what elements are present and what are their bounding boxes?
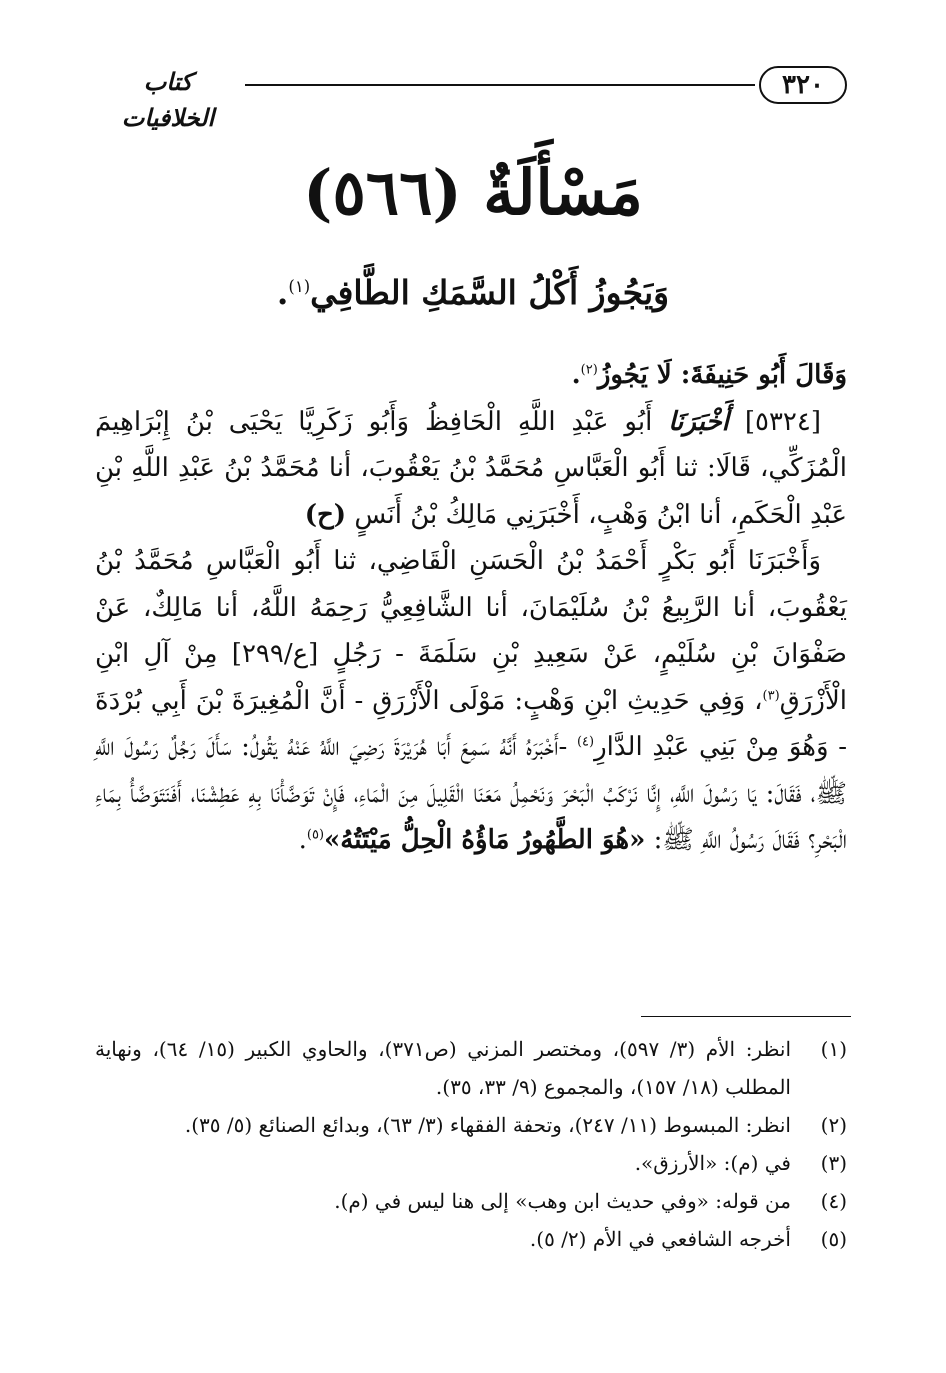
footnote-ref-2: (٢) [580, 362, 598, 378]
footnote-text: أخرجه الشافعي في الأم (٢/ ٥). [529, 1227, 791, 1251]
narration-number: [٥٣٢٤] [744, 406, 822, 437]
issue-statement [0, 268, 946, 318]
footnote-number: (٥) [820, 1227, 847, 1251]
footnote-number: (٣) [820, 1151, 847, 1175]
issue-statement-text: وَيَجُوزُ أَكْلُ السَّمَكِ الطَّافِي [310, 273, 670, 312]
footnote-ref-3: (٣) [762, 687, 780, 703]
footnotes [95, 1030, 847, 1258]
footnote-ref-4: (٤) [576, 734, 595, 750]
narration2-part1: وَأَخْبَرَنَا أَبُو بَكْرٍ أَحْمَدُ بْنُ الْحَسَنِ الْقَاضِي، ثنا أَبُو الْعَبَّاسِ مُحَمَّدُ بْنُ يَعْقُوبَ، أنا الرَّبِيعُ بْنُ سُلَيْمَانَ، أنا الشَّافِعِيُّ رَحِمَهُ اللَّهُ، أنا مَالِكٌ، عَنْ صَفْوَانَ بْنِ سُلَيْمٍ، عَنْ سَعِيدِ بْنِ سَلَمَةَ - رَجُلٍ [ع/٢٩٩] مِنْ آلِ ابْنِ الْأَزْرَقِ [95, 546, 847, 716]
footnote-text: انظر: المبسوط (١١/ ٢٤٧)، وتحفة الفقهاء (٣/ ٦٣)، وبدائع الصنائع (٥/ ٣٥). [184, 1113, 791, 1137]
narration2-part3: -أَخْبَرَهُ أَنَّهُ سَمِعَ أَبَا هُرَيْرَةَ رَضِيَ اللَّهُ عَنْهُ يَقُولُ: سَأَلَ رَجُلٌ رَسُولَ اللَّهِ ﷺ، فَقَالَ: يَا رَسُولَ اللَّهِ، إِنَّا نَرْكَبُ الْبَحْرَ وَنَحْمِلُ مَعَنَا الْقَلِيلَ مِنَ الْمَاءِ، فَإِنْ تَوَضَّأْنَا بِهِ عَطِشْنَا، أَفَنَتَوَضَّأُ بِمَاءِ الْبَحْرِ؟ فَقَالَ رَسُولُ اللَّهِ ﷺ: [95, 732, 847, 855]
footnote-1 [95, 1030, 847, 1106]
narration-5324 [95, 399, 847, 539]
tahwil-mark: (ح) [304, 499, 347, 530]
header-rule [245, 84, 755, 86]
footnote-5 [95, 1220, 847, 1258]
footnote-ref-1: (١) [288, 277, 311, 296]
running-book-title: كتاب الخلافيات [121, 67, 215, 132]
narration2-end: . [298, 825, 307, 855]
narration-second-chain [95, 538, 847, 864]
footnote-separator [641, 1016, 851, 1017]
page-number: ٣٢٠ [759, 66, 847, 104]
footnote-ref-5: (٥) [306, 827, 325, 843]
narration-lead-word: أَخْبَرَنَا [668, 406, 729, 437]
main-text [95, 352, 847, 864]
footnote-number: (١) [820, 1037, 847, 1061]
footnote-3 [95, 1144, 847, 1182]
narration2-part2: ، وَفِي حَدِيثِ ابْنِ وَهْبٍ: مَوْلَى الْأَزْرَقِ - أَنَّ الْمُغِيرَةَ بْنَ أَبِي بُرْدَةَ - وَهُوَ مِنْ بَنِي عَبْدِ الدَّارِ [95, 685, 847, 762]
issue-statement-end: . [276, 273, 289, 312]
opinion-end: . [571, 360, 581, 390]
hadith-text: «هُوَ الطَّهُورُ مَاؤُهُ الْحِلُّ مَيْتَتُهُ» [324, 825, 646, 855]
issue-title: مَسْأَلَةٌ (٥٦٦) [303, 156, 643, 229]
footnote-text: من قوله: «وفي حديث ابن وهب» إلى هنا ليس في (م). [334, 1189, 791, 1213]
opinion-line [95, 352, 847, 399]
footnote-number: (٢) [820, 1113, 847, 1137]
page-header [95, 60, 847, 132]
opinion-text: وَقَالَ أَبُو حَنِيفَةَ: لَا يَجُوزُ [597, 360, 847, 390]
footnote-text: في (م): «الأرزق». [634, 1151, 791, 1175]
narration-chain: أَبُو عَبْدِ اللَّهِ الْحَافِظُ وَأَبُو زَكَرِيَّا يَحْيَى بْنُ إِبْرَاهِيمَ الْمُزَكِّي، قَالَا: ثنا أَبُو الْعَبَّاسِ مُحَمَّدُ بْنُ يَعْقُوبَ، أنا مُحَمَّدُ بْنُ عَبْدِ اللَّهِ بْنِ عَبْدِ الْحَكَمِ، أنا ابْنُ وَهْبٍ، أَخْبَرَنِي مَالِكُ بْنُ أَنَسٍ [95, 406, 847, 530]
footnote-4 [95, 1182, 847, 1220]
footnote-2 [95, 1106, 847, 1144]
footnote-number: (٤) [820, 1189, 847, 1213]
footnote-text: انظر: الأم (٣/ ٥٩٧)، ومختصر المزني (ص٣٧١)، والحاوي الكبير (١٥/ ٦٤)، ونهاية المطلب (١٨/ ١٥٧)، والمجموع (٩/ ٣٣، ٣٥). [95, 1037, 792, 1099]
